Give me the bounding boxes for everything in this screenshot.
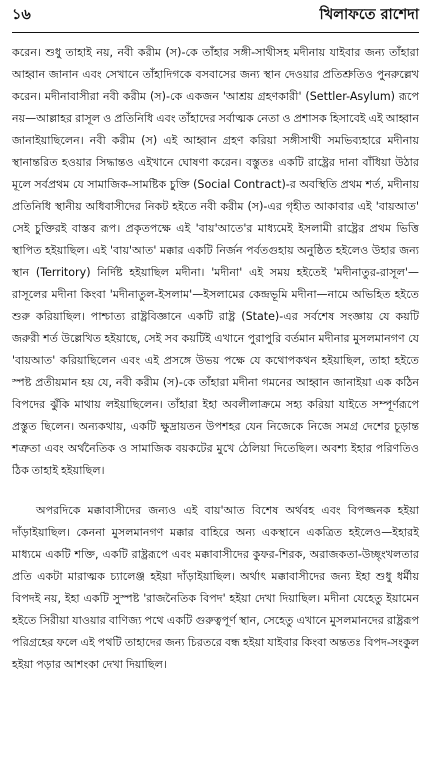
paragraph-2: অপরদিকে মক্কাবাসীদের জন্যও এই বায়'আত বিশেষ অর্থবহ এবং বিপজ্জনক হইয়া দাঁড়াইয়াছিল। কেননা মুসলমানগণ মক্কার বাহিরে অন্য একস্থানে একত্রিত হইলেও—ইহারই মাধ্যমে একটি শক্তি, একটি রাষ্ট্ররূপে এবং মক্কাবাসীদের কুফর-শিরক, অরাজকতা-উচ্ছৃংখলতার প্রতি একটা মারাত্মক চ্যালেঞ্জ হইয়া দাঁড়াইয়াছিল। অর্থাৎ মক্কাবাসীদের জন্য ইহা শুধু ধর্মীয় বিপদই নয়, ইহা একটি সুস্পষ্ট 'রাজনৈতিক বিপদ' হইয়া দেখা দিয়াছিল। মদীনা যেহেতু ইয়ামেন হইতে সিরীয়া যাওয়ার বাণিজ্য পথে একটি গুরুত্বপূর্ণ স্থান, সেহেতু এখানে মুসলমানদের রাষ্ট্ররূপ পরিগ্রহের ফলে এই পথটি তাহাদের জন্য চিরতরে বন্ধ হইয়া যাইবার কিংবা অন্ততঃ বিপদ-সংকুল হইয়া পড়ার আশংকা দেখা দিয়াছিল। — [12, 504, 419, 671]
page-number: ১৬ — [12, 7, 31, 23]
paragraph-1: করেন। শুধু তাহাই নয়, নবী করীম (স)-কে তাঁহার সঙ্গী-সাথীসহ মদীনায় যাইবার জন্য তাঁহারা আহ্বান জানান এবং সেখানে তাঁহাদিগকে বসবাসের জন্য স্থান দেওয়ার প্রতিশ্রুতিও পুনরুল্লেখ করেন। মদীনাবাসীরা নবী করীম (স)-কে একজন 'আশ্রয় গ্রহণকারী' (Settler-Asylum) রূপে নয়—আল্লাহর রাসূল ও প্রতিনিধি এবং তাঁহাদের সর্বাত্মক নেতা ও প্রশাসক হিসাবেই এই আহ্বান জানাইয়াছিলেন। নবী করীম (স) এই আহ্বান গ্রহণ করিয়া সঙ্গীসাথী সমভিব্যহারে মদীনায় স্থানান্তরিত হওয়ার সিদ্ধান্তও এইখানে ঘোষণা করেন। বস্তুতঃ একটি রাষ্ট্রের দানা বাঁধিয়া উঠার মূলে সর্বপ্রথম যে সামাজিক-সামষ্টিক চুক্তি (Social Contract)-র অবস্থিতি প্রথম শর্ত, মদীনায় প্রতিনিধি স্থানীয় অধিবাসীদের নিকট হইতে নবী করীম (স)-এর গৃহীত আকাবার এই 'বায়আত' সেই চুক্তিরই বাস্তব রূপ। প্রকৃতপক্ষে এই 'বায়'আতে'র মাধ্যমেই ইসলামী রাষ্ট্রের প্রথম ভিত্তি স্থাপিত হইয়াছিল। এই 'বায়'আত' মক্কার একটি নির্জন পর্বতগুহায় অনুষ্ঠিত হইলেও উহার জন্য স্থান (Territory) নির্দিষ্ট হইয়াছিল মদীনা। 'মদীনা' এই সময় হইতেই 'মদীনাতুর-রাসূল'—রাসূলের মদীনা কিংবা 'মদীনাতুল-ইসলাম'—ইসলামের কেন্দ্রভূমি মদীনা—নামে অভিহিত হইতে শুরু করিয়াছিল। পাশ্চাত্য রাষ্ট্রবিজ্ঞানে একটি রাষ্ট্র (State)-এর সর্বশেষ সংজ্ঞায় যে কয়টি জরুরী শর্ত উল্লেখিত হইয়াছে, সেই সব কয়টিই এখানে পুরাপুরি বর্তমান মদীনার মুসলমানগণ যে 'বায়আত' করিয়াছিলেন এবং এই প্রসঙ্গে উভয় পক্ষে যে কথোপকথন হইয়াছিল, তাহা হইতে স্পষ্ট প্রতীয়মান হয় যে, নবী করীম (স)-কে তাঁহারা মদীনা গমনের আহ্বান জানাইয়া এক কঠিন বিপদের ঝুঁকি মাথায় লইয়াছিলেন। তাঁহারা ইহা অবলীলাক্রমে সহ্য করিয়া যাইতে সম্পূর্ণরূপে প্রস্তুত ছিলেন। অন্যকথায়, একটি ক্ষুদ্রায়তন উপশহর যেন নিজেকে নিজে সমগ্র দেশের চূড়ান্ত শত্রুতা এবং অর্থনৈতিক ও সামাজিক বয়কটের মুখে ঠেলিয়া দিতেছিল। অবশ্য ইহার পরিণতিও ঠিক তাহাই হইয়াছিল। — [12, 46, 419, 477]
header-rule — [12, 32, 419, 33]
running-header — [12, 6, 419, 28]
body-text — [12, 42, 419, 676]
running-title: খিলাফতে রাশেদা — [319, 7, 419, 23]
